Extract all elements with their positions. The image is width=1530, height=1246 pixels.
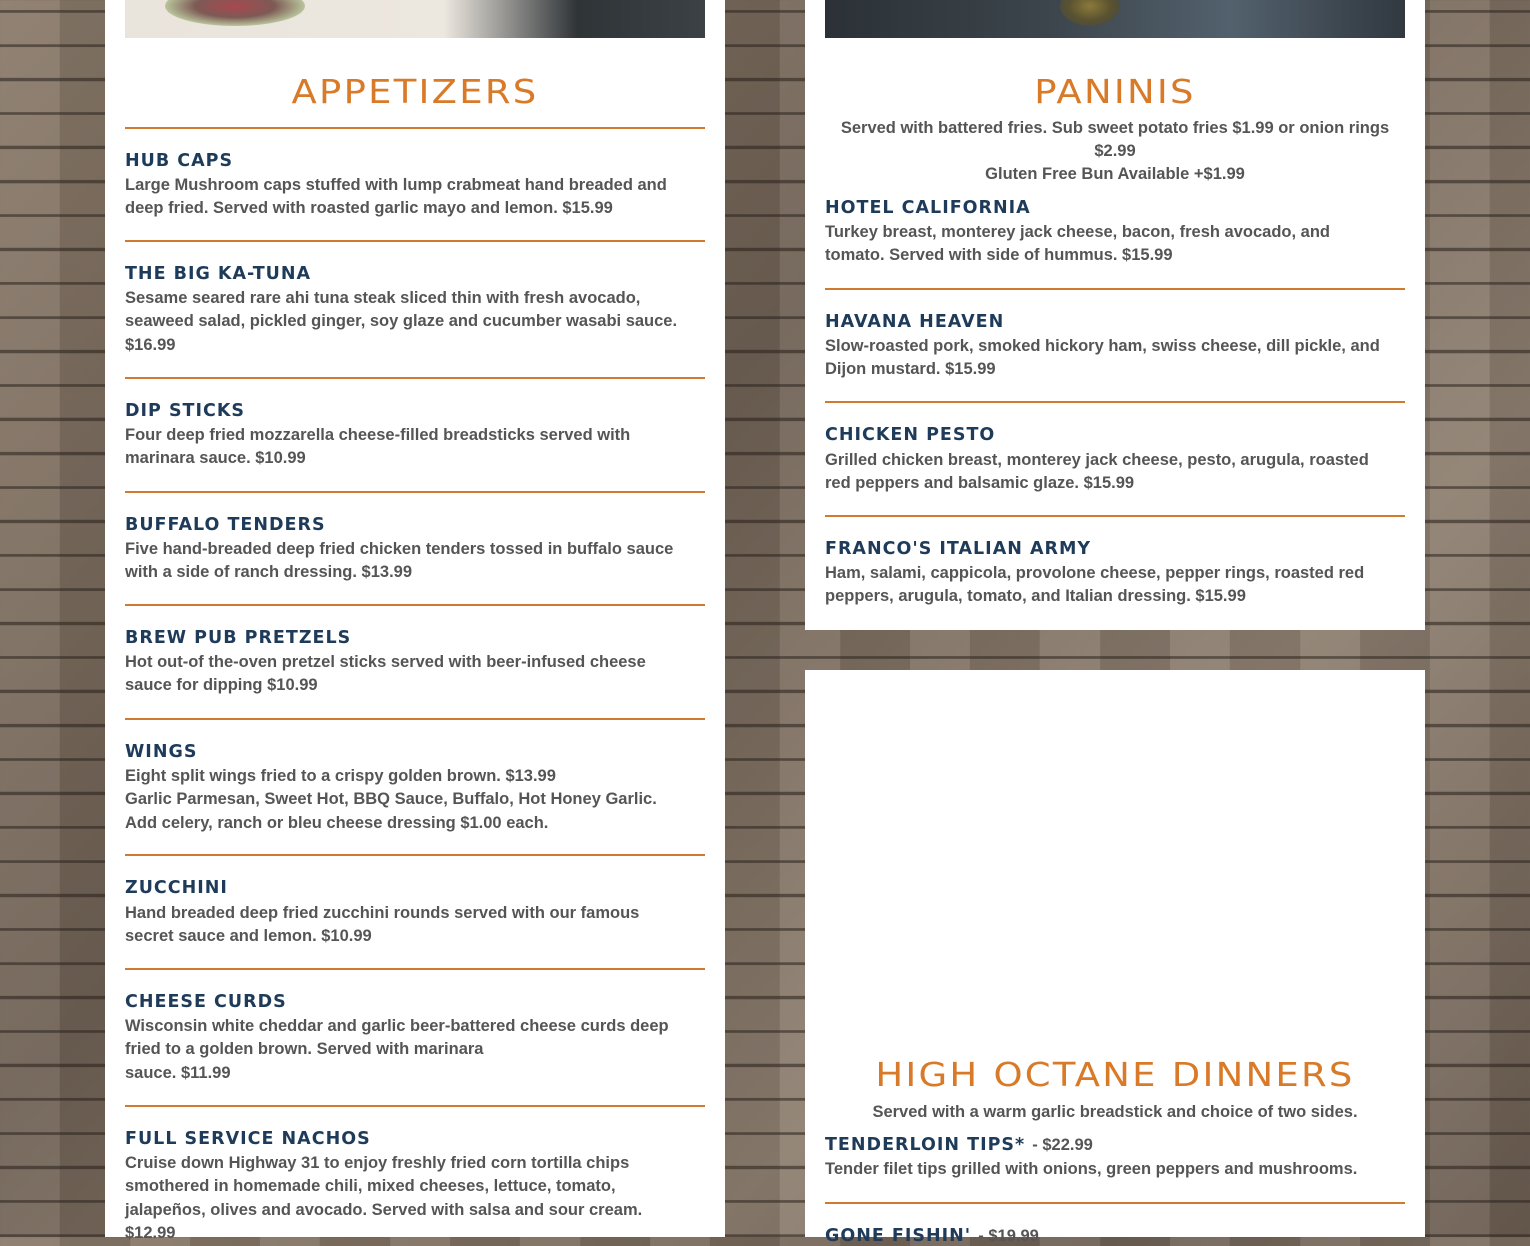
panini-food-photo xyxy=(825,0,1405,38)
menu-item-name: HOTEL CALIFORNIA xyxy=(825,198,1031,218)
menu-item-name: THE BIG KA-TUNA xyxy=(125,264,312,284)
paninis-panel xyxy=(805,0,1425,630)
appetizers-panel xyxy=(105,0,725,1242)
menu-item-name: BREW PUB PRETZELS xyxy=(125,628,352,648)
divider xyxy=(125,240,705,242)
divider xyxy=(825,515,1405,517)
menu-item-name: FRANCO'S ITALIAN ARMY xyxy=(825,539,1092,559)
divider xyxy=(825,401,1405,403)
dinners-title: HIGH OCTANE DINNERS xyxy=(875,1055,1355,1094)
divider xyxy=(125,377,705,379)
menu-item-description: Slow-roasted pork, smoked hickory ham, swiss cheese, dill pickle, and Dijon mustard. $15.99 xyxy=(825,337,1380,379)
menu-item-name: CHICKEN PESTO xyxy=(825,425,996,445)
divider xyxy=(125,491,705,493)
divider xyxy=(125,604,705,606)
menu-item-description: Turkey breast, monterey jack cheese, bacon, fresh avocado, and tomato. Served with side of hummus. $15.99 xyxy=(825,223,1330,265)
divider xyxy=(825,1202,1405,1204)
menu-item-name: BUFFALO TENDERS xyxy=(125,515,326,535)
menu-item-description: Five hand-breaded deep fried chicken tenders tossed in buffalo sauce with a side of ranch dressing. $13.99 xyxy=(125,540,674,582)
menu-item-name: TENDERLOIN TIPS* - $22.99 xyxy=(825,1135,1093,1155)
menu-item-name: ZUCCHINI xyxy=(125,878,228,898)
menu-item-description: Cruise down Highway 31 to enjoy freshly fried corn tortilla chips smothered in homemade chili, mixed cheeses, lettuce, tomato, jalapeños, olives and avocado. Served with salsa and sour cream. $12.99 xyxy=(125,1154,643,1242)
menu-item-name: FULL SERVICE NACHOS xyxy=(125,1129,371,1149)
paninis-title: PANINIS xyxy=(1034,72,1196,111)
menu-item-name: CHEESE CURDS xyxy=(125,992,287,1012)
menu-item-description: Hand breaded deep fried zucchini rounds served with our famous secret sauce and lemon. $10.99 xyxy=(125,904,640,946)
divider xyxy=(125,968,705,970)
menu-item-name: HUB CAPS xyxy=(125,151,234,171)
divider xyxy=(125,854,705,856)
menu-item-price: - $19.99 xyxy=(978,1227,1039,1245)
appetizers-title: APPETIZERS xyxy=(291,72,539,111)
menu-item-description: Sesame seared rare ahi tuna steak sliced thin with fresh avocado, seaweed salad, pickled ginger, soy glaze and cucumber wasabi sauce. $16.99 xyxy=(125,289,678,354)
dinners-panel xyxy=(805,670,1425,1246)
menu-item-description: Ham, salami, cappicola, provolone cheese, pepper rings, roasted red peppers, arugula, tomato, and Italian dressing. $15.99 xyxy=(825,564,1365,606)
divider xyxy=(825,288,1405,290)
paninis-subtitle: Served with battered fries. Sub sweet potato fries $1.99 or onion rings $2.99 Gluten Free Bun Available +$1.99 xyxy=(840,119,1390,183)
menu-item-name: GONE FISHIN' - $19.99 xyxy=(825,1226,1039,1246)
menu-item-price: - $22.99 xyxy=(1032,1136,1093,1154)
menu-item-name: DIP STICKS xyxy=(125,401,246,421)
divider xyxy=(125,127,705,129)
menu-item-name: HAVANA HEAVEN xyxy=(825,312,1005,332)
menu-item-description: Grilled chicken breast, monterey jack cheese, pesto, arugula, roasted red peppers and balsamic glaze. $15.99 xyxy=(825,451,1369,493)
divider xyxy=(125,718,705,720)
menu-item-description: Hot out-of the-oven pretzel sticks served with beer-infused cheese sauce for dipping $10.99 xyxy=(125,653,646,695)
menu-item-description: Large Mushroom caps stuffed with lump crabmeat hand breaded and deep fried. Served with roasted garlic mayo and lemon. $15.99 xyxy=(125,176,667,218)
menu-item-description: Wisconsin white cheddar and garlic beer-battered cheese curds deep fried to a golden brown. Served with marinara sauce. $11.99 xyxy=(125,1017,669,1082)
appetizer-food-photo xyxy=(125,0,705,38)
menu-item-description: Four deep fried mozzarella cheese-filled breadsticks served with marinara sauce. $10.99 xyxy=(125,426,631,468)
dinners-subtitle: Served with a warm garlic breadstick and choice of two sides. xyxy=(872,1103,1358,1121)
menu-item-description: Tender filet tips grilled with onions, green peppers and mushrooms. xyxy=(825,1160,1358,1178)
divider xyxy=(125,1105,705,1107)
menu-item-name: WINGS xyxy=(125,742,198,762)
menu-item-description: Eight split wings fried to a crispy golden brown. $13.99 Garlic Parmesan, Sweet Hot, BBQ Sauce, Buffalo, Hot Honey Garlic. Add celery, ranch or bleu cheese dressing $1.00 each. xyxy=(125,767,657,832)
